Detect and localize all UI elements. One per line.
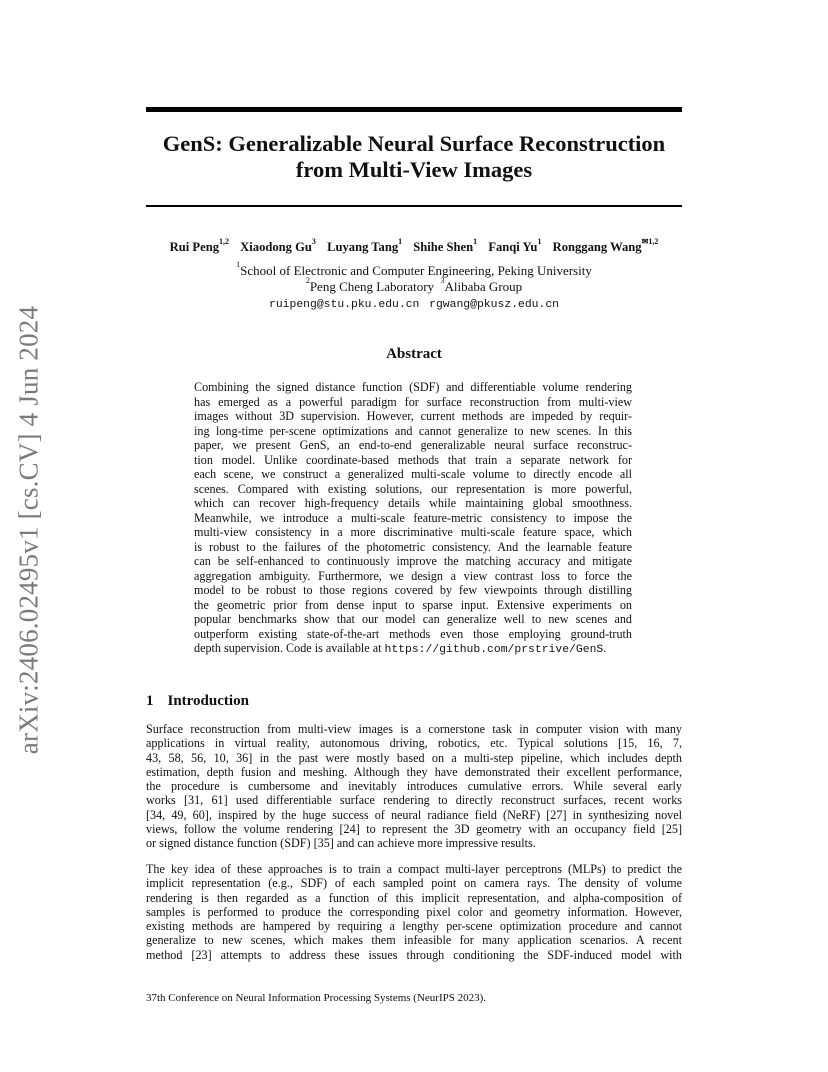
arxiv-stamp xyxy=(14,300,44,760)
abstract-heading: Abstract xyxy=(386,346,442,362)
text-line: The key idea of these approaches is to train a compact multi-layer perceptrons (MLPs) to predict the xyxy=(146,862,682,876)
abstract-line: Combining the signed distance function (SDF) and differentiable volume rendering xyxy=(194,380,632,394)
abstract-line: the geometric prior from dense input to sparse input. Extensive experiments on xyxy=(194,597,632,612)
section-title: Introduction xyxy=(167,693,249,709)
abstract-line: tion model. Unlike coordinate-based methods that train a separate network for xyxy=(194,452,632,467)
affiliation-1: $^1$School of Electronic and Computer Engineering, Peking University xyxy=(236,260,592,278)
conference-footnote: 37th Conference on Neural Information Processing Systems (NeurIPS 2023). xyxy=(146,992,487,1004)
abstract-line-last: depth supervision. Code is available at https://github.com/prstrive/GenS. xyxy=(194,641,607,656)
abstract-line: is robust to the failures of the photometric consistency. And the learnable feature xyxy=(194,539,632,554)
abstract-line: paper, we present GenS, an end-to-end generalizable neural surface reconstruc- xyxy=(194,438,632,452)
text-line: views, follow the volume rendering [24] to represent the 3D geometry with an occupancy field [25] xyxy=(146,822,682,837)
author: Ronggang Wang$^{✉1,2}$ xyxy=(552,237,659,254)
abstract-line: has emerged as a powerful paradigm for surface reconstruction from multi-view xyxy=(194,394,632,409)
section-number: 1 xyxy=(146,693,154,709)
text-line: applications in virtual reality, autonomous driving, robotics, etc. Typical solutions [15, 16, 7, xyxy=(146,736,682,751)
text-line: existing methods are hampered by requiring a lengthy per-scene optimization procedure and cannot xyxy=(146,919,682,934)
abstract-line: popular benchmarks show that our model can generalize well to new scenes and xyxy=(194,612,632,626)
email-link[interactable]: ruipeng@stu.pku.edu.cn xyxy=(268,299,420,311)
author-emails xyxy=(100,295,728,311)
text-line: 43, 58, 56, 10, 36] in the past were mostly based on a multi-step pipeline, which includes depth xyxy=(146,750,682,765)
title-line-2: from Multi-View Images xyxy=(295,157,533,182)
code-url-link[interactable]: https://github.com/prstrive/GenS xyxy=(384,644,604,656)
author: Rui Peng$^{1,2}$ xyxy=(169,237,230,254)
paper-title xyxy=(146,131,682,183)
arxiv-stamp-text: arXiv:2406.02495v1 [cs.CV] 4 Jun 2024 xyxy=(13,305,44,755)
abstract-line: outperform existing state-of-the-art methods even those employing ground-truth xyxy=(194,626,632,641)
intro-paragraph-1 xyxy=(146,722,682,851)
title-line-1: GenS: Generalizable Neural Surface Reconstruction xyxy=(162,131,666,156)
text-line: Surface reconstruction from multi-view images is a cornerstone task in computer vision with many xyxy=(146,722,682,736)
author: Fanqi Yu$^1$ xyxy=(488,237,542,254)
text-line: implicit representation (e.g., SDF) of each sampled point on camera rays. The density of volume xyxy=(146,876,682,891)
intro-paragraph-2 xyxy=(146,862,682,962)
author-list xyxy=(100,237,728,255)
text-line: generalize to new scenes, which makes them infeasible for many application scenarios. A recent xyxy=(146,933,682,948)
title-top-rule xyxy=(146,107,682,112)
abstract-line: can be self-enhanced to continuously improve the matching accuracy and mitigate xyxy=(194,554,632,568)
text-line: rendering is then regarded as a function of this implicit representation, and alpha-composition of xyxy=(146,890,682,905)
author: Shihe Shen$^1$ xyxy=(413,237,478,254)
abstract-line: model to be robust to those regions covered by few viewpoints through distilling xyxy=(194,583,632,597)
abstract-line: each scene, we construct a generalized multi-scale volume to directly encode all xyxy=(194,467,632,481)
text-line: or signed distance function (SDF) [35] and can achieve more impressive results. xyxy=(146,836,536,851)
abstract-line: Meanwhile, we introduce a multi-scale feature-metric consistency to impose the xyxy=(194,510,632,525)
abstract-line: images without 3D supervision. However, current methods are impeded by requir- xyxy=(194,409,632,423)
abstract-line: which can recover high-frequency details while maintaining global smoothness. xyxy=(194,496,632,510)
author: Xiaodong Gu$^3$ xyxy=(240,237,316,254)
author: Luyang Tang$^1$ xyxy=(327,237,403,254)
email-link[interactable]: rgwang@pkusz.edu.cn xyxy=(429,299,559,311)
abstract-body xyxy=(194,380,632,656)
text-line: [34, 49, 60], inspired by the huge success of neural radiance field (NeRF) [27] in synthesizing novel xyxy=(146,807,682,822)
abstract-line: ing long-time per-scene optimizations and cannot generalize to new scenes. In this xyxy=(194,423,632,438)
text-line: method [23] attempts to address these issues through conditioning the SDF-induced model with xyxy=(146,947,682,962)
title-bottom-rule xyxy=(146,205,682,207)
text-line: estimation, depth fusion and meshing. Although they have demonstrated their excellent performance, xyxy=(146,764,682,779)
affiliation-2-3: $^2$Peng Cheng Laboratory $^3$Alibaba Group xyxy=(305,276,523,294)
abstract-line: scenes. Compared with existing solutions, our representation is more powerful, xyxy=(194,481,632,496)
section-heading xyxy=(146,693,249,710)
text-line: samples is performed to produce the corresponding pixel color and geometry information. However, xyxy=(146,904,682,919)
abstract-line: multi-view consistency in a more discriminative multi-scale feature space, which xyxy=(194,525,632,539)
text-line: works [31, 61] used differentiable surface rendering to directly reconstruct surfaces, recent works xyxy=(146,793,682,808)
abstract-line: aggregation ambiguity. Furthermore, we design a view contrast loss to force the xyxy=(194,568,632,583)
text-line: the procedure is cumbersome and inevitably introduces cumulative errors. While several early xyxy=(146,779,682,794)
